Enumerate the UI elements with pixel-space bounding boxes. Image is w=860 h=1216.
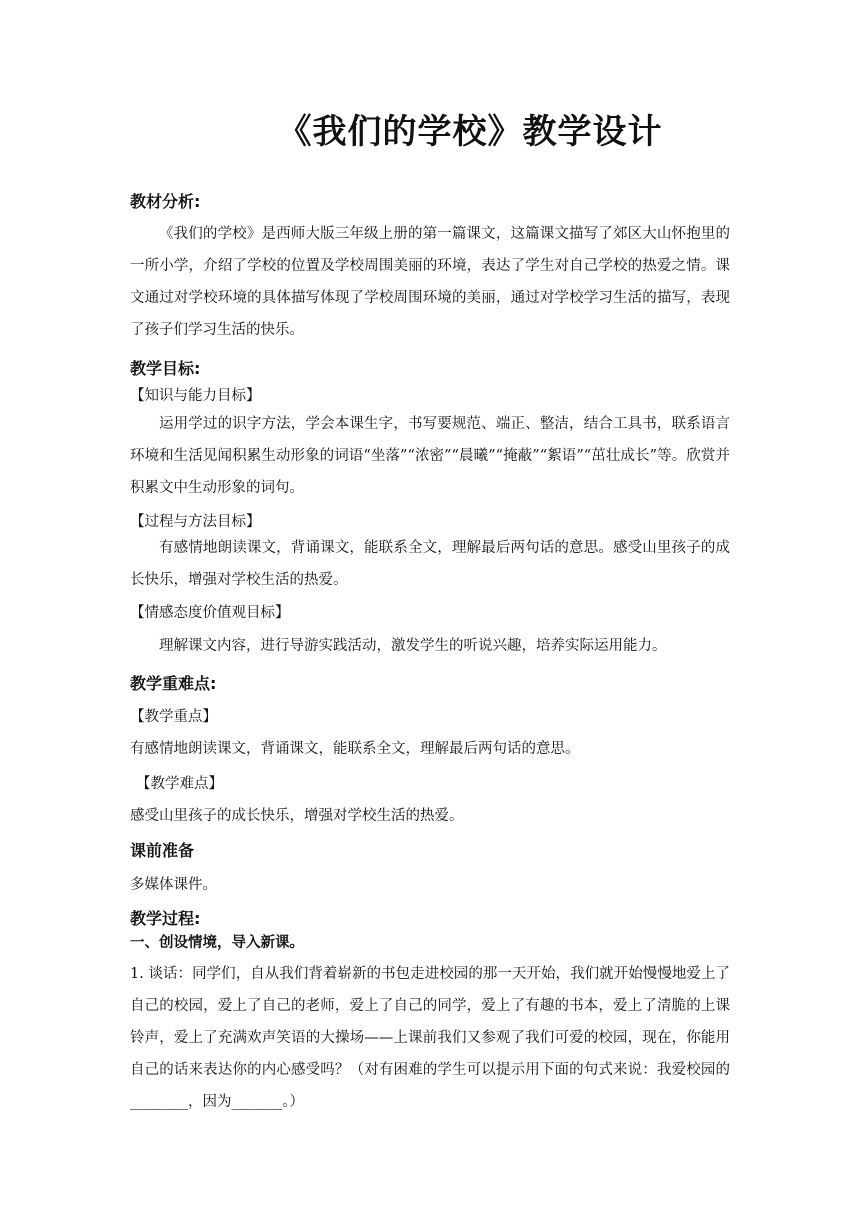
focus-label: 【教学重点】 <box>130 709 217 725</box>
keypoints-heading: 教学重难点: <box>130 674 217 693</box>
goals-heading: 教学目标: <box>130 359 201 378</box>
analysis-heading: 教材分析: <box>130 192 201 211</box>
process-heading: 教学过程: <box>130 909 201 928</box>
difficulty-label: 【教学难点】 <box>136 776 223 792</box>
emotion-goal-label: 【情感态度价值观目标】 <box>130 605 290 621</box>
emotion-goal-text: 理解课文内容，进行导游实践活动，激发学生的听说兴趣，培养实际运用能力。 <box>159 638 667 654</box>
document-title: 《我们的学校》教学设计 <box>277 112 663 152</box>
knowledge-goal-text: 运用学过的识字方法，学会本课生字，书写要规范、端正、整洁，结合工具书，联系语言环境和生活见闻积累生动形象的词语“坐落”“浓密”“晨曦”“掩蔽”“絮语”“茁壮成长”等。欣赏并积累文中生动形象的词句。 <box>130 416 730 496</box>
process-goal-label: 【过程与方法目标】 <box>130 514 261 530</box>
process-goal-text: 有感情地朗读课文，背诵课文，能联系全文，理解最后两句话的意思。感受山里孩子的成长快乐，增强对学校生活的热爱。 <box>130 540 730 588</box>
analysis-paragraph: 《我们的学校》是西师大版三年级上册的第一篇课文，这篇课文描写了郊区大山怀抱里的一所小学，介绍了学校的位置及学校周围美丽的环境，表达了学生对自己学校的热爱之情。课文通过对学校环境的具体描写体现了学校周围环境的美丽，通过对学校学习生活的描写，表现了孩子们学习生活的快乐。 <box>130 226 730 338</box>
prep-heading: 课前准备 <box>130 841 195 860</box>
step1-text: 1. 谈话：同学们，自从我们背着崭新的书包走进校园的那一天开始，我们就开始慢慢地爱上了自己的校园，爱上了自己的老师，爱上了自己的同学，爱上了有趣的书本，爱上了清脆的上课铃声，爱上了充满欢声笑语的大操场——上课前我们又参观了我们可爱的校园，现在，你能用自己的话来表达你的内心感受吗？（对有困难的学生可以提示用下面的句式来说：我爱校园的________，因为_______。） <box>130 966 730 1110</box>
knowledge-goal-label: 【知识与能力目标】 <box>130 388 261 404</box>
step1-heading: 一、创设情境，导入新课。 <box>130 935 304 951</box>
difficulty-text: 感受山里孩子的成长快乐，增强对学校生活的热爱。 <box>130 808 464 824</box>
prep-text: 多媒体课件。 <box>130 877 217 893</box>
focus-text: 有感情地朗读课文，背诵课文，能联系全文，理解最后两句话的意思。 <box>130 741 580 757</box>
